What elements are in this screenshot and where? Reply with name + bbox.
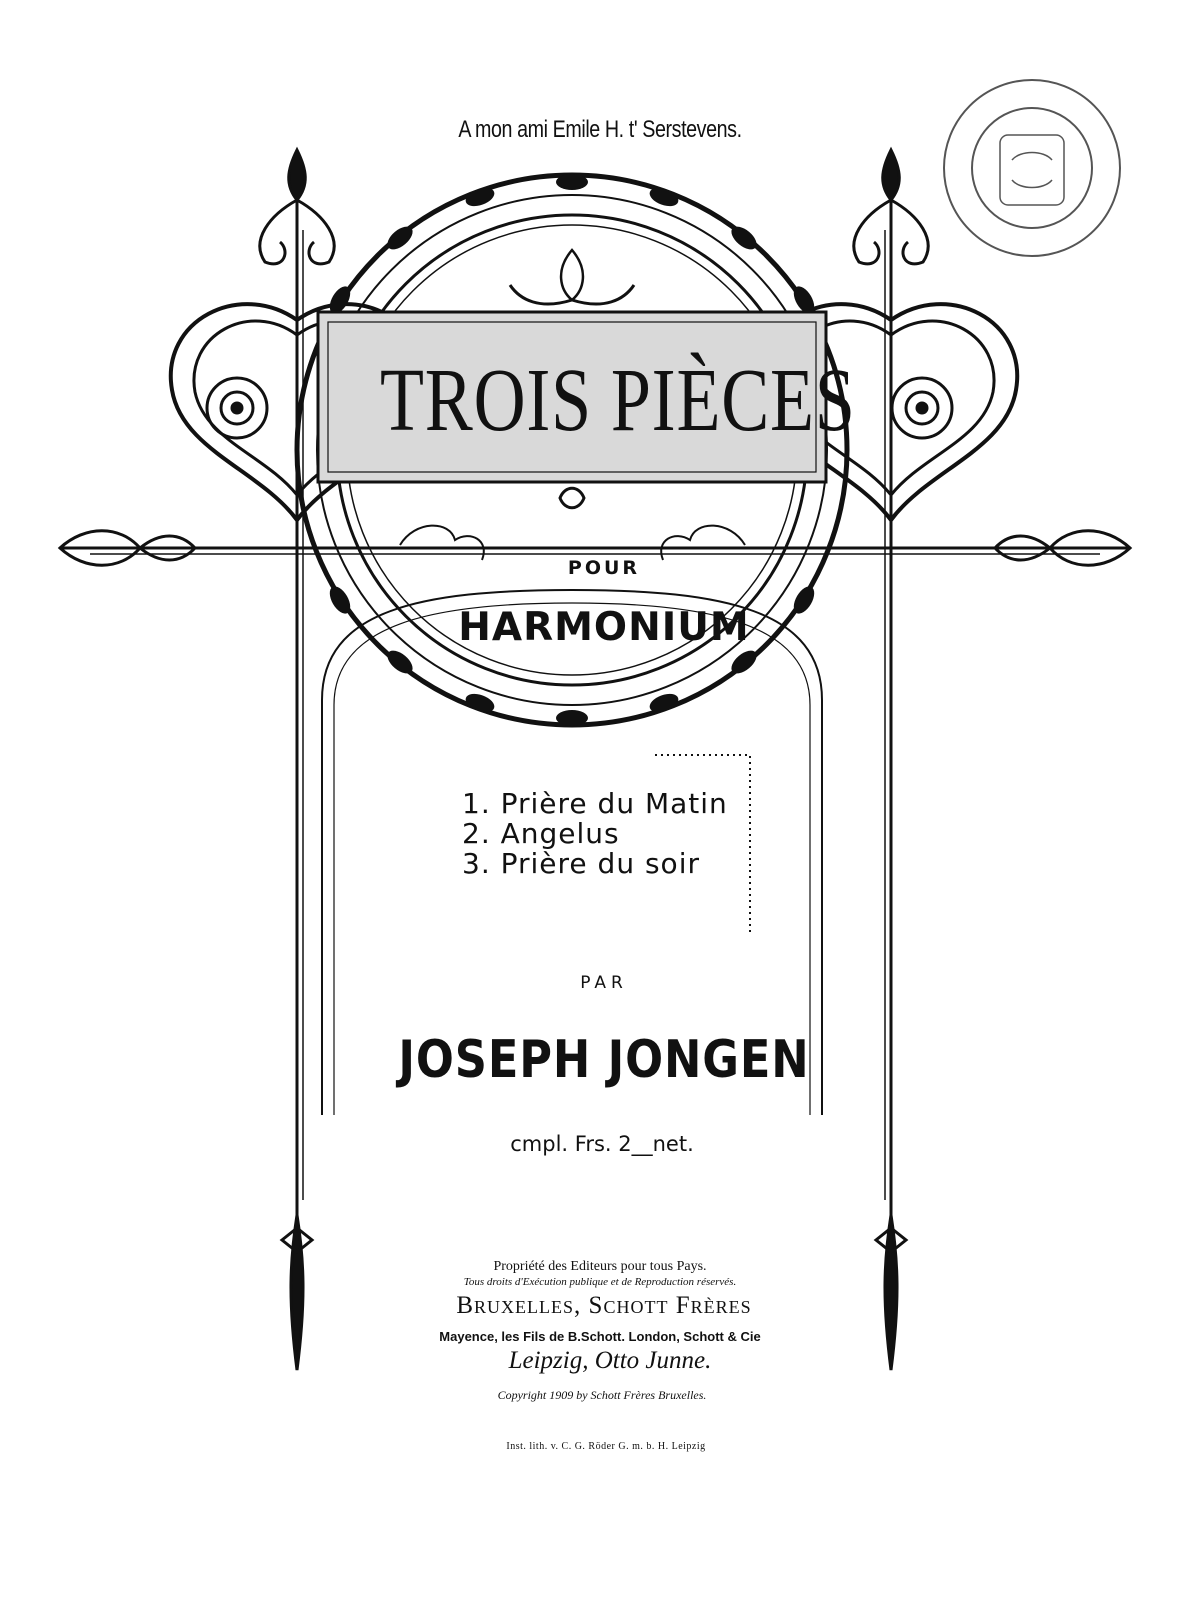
title: TROIS PIÈCES: [380, 351, 856, 450]
par-label: PAR: [580, 973, 628, 993]
list-item: 3. Prière du soir: [462, 847, 700, 880]
dedication: A mon ami Emile H. t' Serstevens.: [458, 116, 742, 143]
pieces-list: [462, 789, 728, 879]
price: cmpl. Frs. 2__net.: [510, 1132, 694, 1156]
copyright: Copyright 1909 by Schott Frères Bruxelles.: [497, 1388, 707, 1402]
list-item: 2. Angelus: [462, 817, 620, 850]
publisher: Bruxelles, Schott Frères: [456, 1292, 752, 1319]
printer-credit: Inst. lith. v. C. G. Röder G. m. b. H. Leipzig: [506, 1441, 706, 1452]
instrument: HARMONIUM: [458, 605, 750, 650]
rights-line-2: Tous droits d'Exécution publique et de Reproduction réservés.: [463, 1276, 737, 1288]
leipzig-agent: Leipzig, Otto Junne.: [508, 1347, 712, 1374]
composer: JOSEPH JONGEN: [398, 1030, 810, 1090]
rights-line-1: Propriété des Editeurs pour tous Pays.: [493, 1259, 707, 1274]
publisher-branches: Mayence, les Fils de B.Schott. London, Schott & Cie: [439, 1329, 761, 1344]
list-item: 1. Prière du Matin: [462, 787, 728, 820]
library-stamp: [944, 80, 1120, 256]
subtitle-pour: POUR: [567, 557, 641, 579]
